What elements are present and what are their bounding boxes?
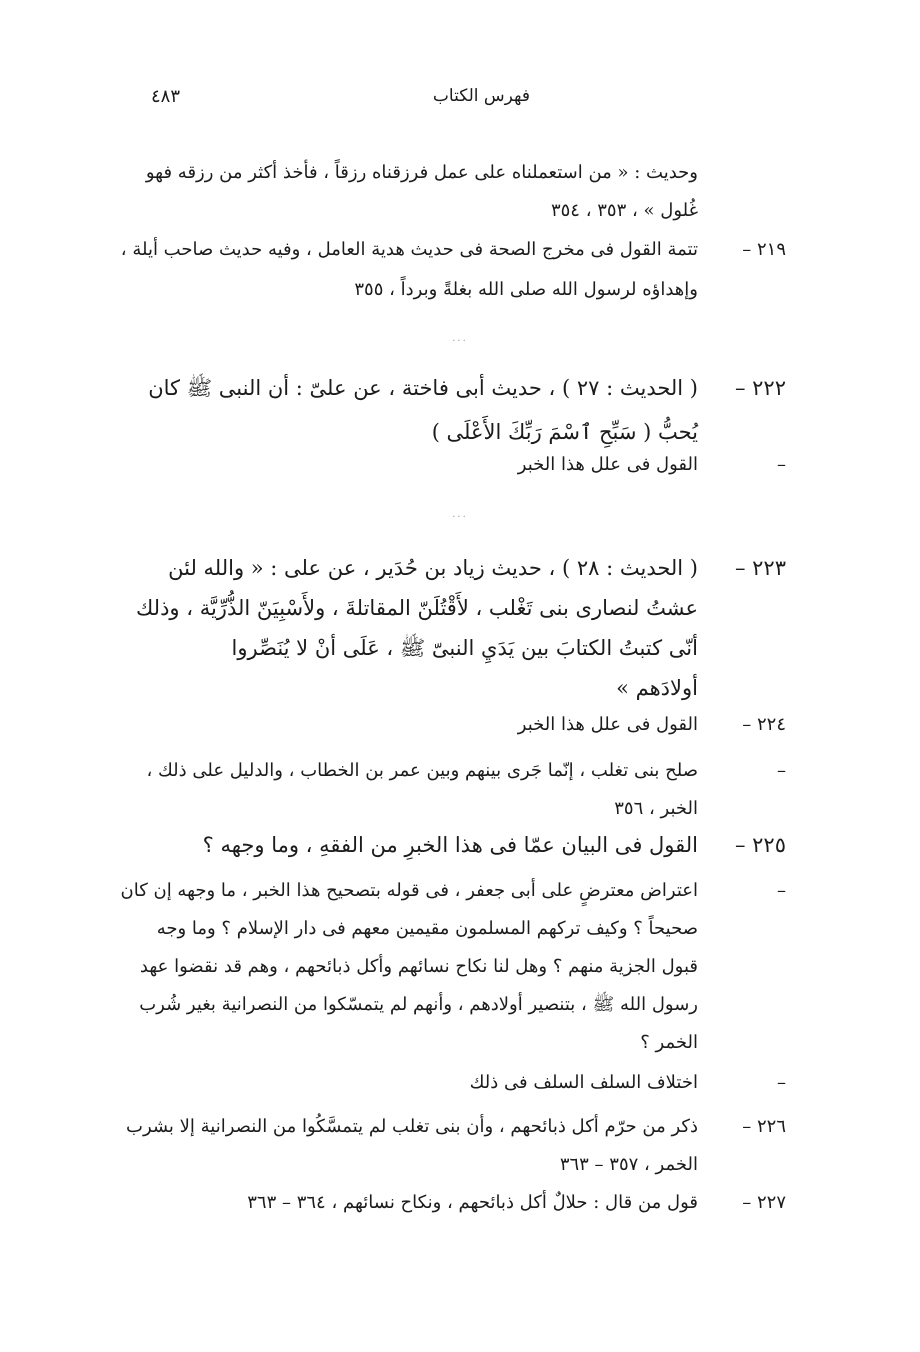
entry-line: قول من قال : حلالٌ أكل ذبائحهم ، ونكاح نسائهم ، ٣٦٤ – ٣٦٣ [247, 1192, 698, 1213]
entry-line: أنّى كتبتُ الكتابَ بين يَدَيِ النبىّ ﷺ ، عَلَى أنْ لا يُنَصِّروا [231, 636, 698, 660]
index-entry [120, 1186, 786, 1220]
entry-line: وإهداؤه لرسول الله صلى الله بغلةً وبرداً ، ٣٥٥ [354, 279, 698, 300]
index-entry [120, 548, 786, 708]
entry-line: عشتُ لنصارى بنى تَغْلب ، لأَقْتُلَنّ المقاتلةَ ، ولأَسْبِيَنّ الذُّرِّيَّة ، وذلك [135, 596, 698, 620]
entry-number: ٢١٩ – [742, 239, 786, 260]
entry-line: رسول الله ﷺ ، بتنصير أولادهم ، وأنهم لم يتمسّكوا من النصرانية بغير شُرب [139, 994, 698, 1015]
index-entry [120, 710, 786, 740]
entry-line: ( الحديث : ٢٧ ) ، حديث أبى فاختة ، عن علىّ : أن النبى ﷺ كان [148, 376, 698, 400]
entry-line: القول فى علل هذا الخبر [517, 714, 698, 735]
section-separator: ··· [452, 512, 468, 523]
entry-line: وحديث : « من استعملناه على عمل فرزقناه رزقاً ، فأخذ أكثر من رزقه فهو [145, 162, 698, 183]
entry-number: ٢٢٤ – [742, 714, 786, 735]
entry-line: ذكر من حرّم أكل ذبائحهم ، وأن بنى تغلب لم يتمسَّكُوا من النصرانية إلا بشرب [126, 1116, 698, 1137]
index-entry [120, 450, 786, 480]
entry-line: يُحبُّ ( سَبِّحِ ٱسْمَ رَبِّكَ الأَعْلَى ) [431, 420, 698, 444]
index-entry [120, 1068, 786, 1098]
index-entry [120, 828, 786, 862]
entry-number: – [777, 760, 786, 781]
entry-line: غُلول » ، ٣٥٣ ، ٣٥٤ [550, 200, 698, 221]
entry-number: ٢٢٣ – [734, 556, 786, 580]
index-entry [120, 154, 782, 230]
entry-line: تتمة القول فى مخرج الصحة فى حديث هدية العامل ، وفيه حديث صاحب أيلة ، [120, 239, 698, 260]
index-entry [120, 872, 786, 1062]
entry-number: – [777, 454, 786, 475]
entry-line: الخمر ؟ [640, 1032, 698, 1053]
entry-number: ٢٢٢ – [734, 376, 786, 400]
entry-line: صحيحاً ؟ وكيف تركهم المسلمون مقيمين معهم فى دار الإسلام ؟ وما وجه [156, 918, 698, 939]
running-header [120, 86, 820, 116]
entry-line: الخمر ، ٣٥٧ – ٣٦٣ [559, 1154, 698, 1175]
entry-line: اعتراض معترضٍ على أبى جعفر ، فى قوله بتصحيح هذا الخبر ، ما وجهه إن كان [120, 880, 698, 901]
entry-line: الخبر ، ٣٥٦ [614, 798, 698, 819]
entry-number: – [777, 880, 786, 901]
entry-number: – [777, 1072, 786, 1093]
index-entry [120, 230, 786, 310]
entry-number: ٢٢٦ – [742, 1116, 786, 1137]
section-separator: ··· [452, 336, 468, 347]
entry-line: صلح بنى تغلب ، إنّما جَرى بينهم وبين عمر بن الخطاب ، والدليل على ذلك ، [146, 760, 698, 781]
index-entry [120, 1108, 786, 1184]
entry-line: القول فى علل هذا الخبر [517, 454, 698, 475]
entry-line: قبول الجزية منهم ؟ وهل لنا نكاح نسائهم وأكل ذبائحهم ، وهم قد نقضوا عهد [139, 956, 698, 977]
entry-line: أولادَهم » [616, 676, 698, 700]
index-entry [120, 366, 786, 454]
entry-line: القول فى البيان عمّا فى هذا الخبرِ من الفقهِ ، وما وجهه ؟ [202, 833, 698, 857]
entry-number: ٢٢٥ – [734, 833, 786, 857]
entry-line: ( الحديث : ٢٨ ) ، حديث زياد بن حُدَير ، عن على : « والله لئن [168, 556, 698, 580]
page-number: ٤٨٣ [150, 86, 180, 107]
entry-number: ٢٢٧ – [742, 1192, 786, 1213]
header-title: فهرس الكتاب [432, 86, 530, 106]
index-entry [120, 752, 786, 828]
entry-line: اختلاف السلف السلف فى ذلك [469, 1072, 698, 1093]
